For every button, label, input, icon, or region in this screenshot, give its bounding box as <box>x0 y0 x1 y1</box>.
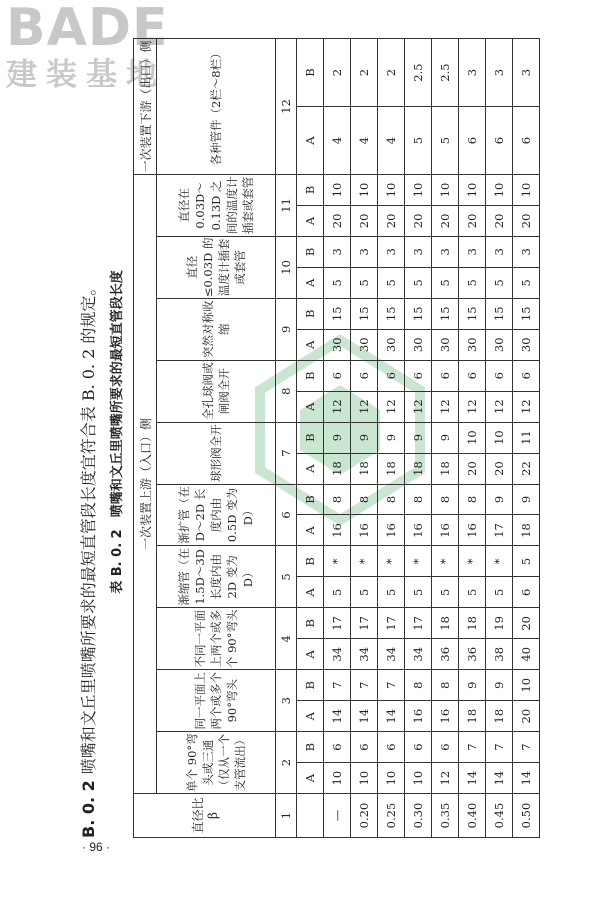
value-cell: 9 <box>405 422 432 453</box>
col-a-label: A <box>297 205 324 236</box>
value-cell: 34 <box>378 639 405 670</box>
col-number: 2 <box>276 732 297 794</box>
beta-cell: 0.45 <box>486 794 513 838</box>
value-cell: 6 <box>378 732 405 763</box>
value-cell: 10 <box>486 174 513 205</box>
value-cell: 18 <box>405 453 432 484</box>
value-cell: 8 <box>378 484 405 515</box>
value-cell: 9 <box>351 422 378 453</box>
value-cell: 5 <box>351 267 378 298</box>
value-cell: 7 <box>513 732 540 763</box>
col-a-label: A <box>297 107 324 175</box>
value-cell: 16 <box>378 515 405 546</box>
value-cell: 17 <box>324 608 351 639</box>
col-number: 11 <box>276 174 297 236</box>
value-cell: 6 <box>351 732 378 763</box>
value-cell: 20 <box>486 205 513 236</box>
value-cell: 5 <box>405 577 432 608</box>
desc-col6: 渐扩管（在 D～2D 长度内由 0.5D 变为 D） <box>157 484 276 546</box>
value-cell: 34 <box>351 639 378 670</box>
value-cell: 10 <box>405 174 432 205</box>
col-number: 7 <box>276 422 297 484</box>
value-cell: 5 <box>405 267 432 298</box>
value-cell: 16 <box>405 701 432 732</box>
value-cell: 16 <box>324 515 351 546</box>
value-cell: 10 <box>486 422 513 453</box>
value-cell: 20 <box>486 453 513 484</box>
value-cell: 3 <box>432 236 459 267</box>
value-cell: 6 <box>432 732 459 763</box>
value-cell: 10 <box>432 174 459 205</box>
value-cell: 4 <box>324 107 351 175</box>
value-cell: 9 <box>378 422 405 453</box>
value-cell: 3 <box>513 39 540 107</box>
value-cell: 5 <box>378 267 405 298</box>
value-cell: 34 <box>324 639 351 670</box>
value-cell: 10 <box>351 763 378 794</box>
desc-col12: 各种管件（2栏～8栏） <box>157 39 276 175</box>
col-header-beta: 直径比 β <box>134 794 276 838</box>
col-number: 4 <box>276 608 297 670</box>
value-cell: 10 <box>405 763 432 794</box>
value-cell: 10 <box>378 174 405 205</box>
value-cell: 12 <box>486 391 513 422</box>
desc-col11: 直径在 0.03D～0.13D 之间的温度计插套或套管 <box>157 174 276 236</box>
section-text: 喷嘴和文丘里喷嘴所要求的最短直管段长度宜符合表 B. 0. 2 的规定。 <box>79 279 98 775</box>
value-cell: 30 <box>324 329 351 360</box>
col-b-label: B <box>297 608 324 639</box>
beta-cell: 0.35 <box>432 794 459 838</box>
value-cell: 10 <box>459 422 486 453</box>
value-cell: 18 <box>432 453 459 484</box>
desc-col10: 直径 ≤0.03D 的温度计插套或套管 <box>157 236 276 298</box>
value-cell: 5 <box>459 267 486 298</box>
value-cell: 14 <box>459 763 486 794</box>
value-cell: 20 <box>324 205 351 236</box>
table-row <box>459 39 486 838</box>
table-row <box>513 39 540 838</box>
value-cell: 12 <box>513 391 540 422</box>
value-cell: 17 <box>486 515 513 546</box>
value-cell: 8 <box>324 484 351 515</box>
value-cell: 17 <box>405 608 432 639</box>
value-cell: 5 <box>432 577 459 608</box>
desc-col9: 突然对称收缩 <box>157 298 276 360</box>
col-b-label: B <box>297 236 324 267</box>
value-cell: 16 <box>432 515 459 546</box>
value-cell: 10 <box>459 174 486 205</box>
value-cell: 10 <box>513 670 540 701</box>
value-cell: 20 <box>513 205 540 236</box>
value-cell: 9 <box>432 422 459 453</box>
value-cell: 7 <box>324 670 351 701</box>
value-cell: 6 <box>351 360 378 391</box>
value-cell: 3 <box>486 236 513 267</box>
value-cell: 18 <box>324 453 351 484</box>
value-cell: 10 <box>513 174 540 205</box>
value-cell: 20 <box>513 608 540 639</box>
value-cell: 16 <box>405 515 432 546</box>
value-cell: 5 <box>459 577 486 608</box>
col-a-label: A <box>297 267 324 298</box>
value-cell: 4 <box>378 107 405 175</box>
col-b-label: B <box>297 670 324 701</box>
value-cell: 5 <box>513 267 540 298</box>
beta-cell: 0.40 <box>459 794 486 838</box>
table-title: 喷嘴和文丘里喷嘴所要求的最短直管段长度 <box>110 270 125 518</box>
value-cell: 12 <box>324 391 351 422</box>
value-cell: 18 <box>378 453 405 484</box>
value-cell: 18 <box>432 608 459 639</box>
value-cell: 34 <box>405 639 432 670</box>
col-number: 6 <box>276 484 297 546</box>
desc-col2: 单个 90°弯头或三通（仅从一个支管流出） <box>157 732 276 794</box>
value-cell: 14 <box>513 763 540 794</box>
rotated-page-content <box>75 38 533 838</box>
value-cell: 16 <box>432 701 459 732</box>
value-cell: 18 <box>351 453 378 484</box>
col-a-label: A <box>297 329 324 360</box>
value-cell: 20 <box>351 205 378 236</box>
value-cell: 19 <box>486 608 513 639</box>
value-cell: 15 <box>324 298 351 329</box>
table-row <box>432 39 459 838</box>
value-cell: 5 <box>432 267 459 298</box>
value-cell: * <box>432 546 459 577</box>
value-cell: 6 <box>405 360 432 391</box>
table-row <box>405 39 432 838</box>
value-cell: 2.5 <box>432 39 459 107</box>
col-number: 9 <box>276 298 297 360</box>
value-cell: 6 <box>324 732 351 763</box>
value-cell: 6 <box>405 732 432 763</box>
col-number: 3 <box>276 670 297 732</box>
section-heading <box>75 38 103 838</box>
desc-col5: 渐缩管（在 1.5D～3D 长度内由 2D 变为 D） <box>157 546 276 608</box>
value-cell: 7 <box>459 732 486 763</box>
value-cell: 30 <box>459 329 486 360</box>
value-cell: 5 <box>405 107 432 175</box>
col-number: 1 <box>276 794 297 838</box>
value-cell: 4 <box>351 107 378 175</box>
value-cell: * <box>378 546 405 577</box>
col-a-label: A <box>297 515 324 546</box>
desc-col7: 球形阀全开 <box>157 422 276 484</box>
table-row <box>351 39 378 838</box>
value-cell: 20 <box>513 701 540 732</box>
desc-col8: 全孔球阀或闸阀全开 <box>157 360 276 422</box>
value-cell: 30 <box>432 329 459 360</box>
value-cell: 30 <box>351 329 378 360</box>
value-cell: 30 <box>378 329 405 360</box>
value-cell: 12 <box>432 763 459 794</box>
value-cell: 15 <box>432 298 459 329</box>
value-cell: 6 <box>459 360 486 391</box>
value-cell: 6 <box>432 360 459 391</box>
value-cell: 12 <box>351 391 378 422</box>
value-cell: 5 <box>486 267 513 298</box>
value-cell: 18 <box>459 701 486 732</box>
value-cell: 6 <box>513 577 540 608</box>
col-number: 8 <box>276 360 297 422</box>
beta-cell: 0.20 <box>351 794 378 838</box>
value-cell: 2 <box>378 39 405 107</box>
value-cell: 15 <box>513 298 540 329</box>
value-cell: 5 <box>432 107 459 175</box>
value-cell: 3 <box>513 236 540 267</box>
col-a-label: A <box>297 639 324 670</box>
col-b-label: B <box>297 360 324 391</box>
value-cell: 9 <box>513 484 540 515</box>
col-number: 10 <box>276 236 297 298</box>
table-caption <box>107 38 129 838</box>
value-cell: 9 <box>324 422 351 453</box>
value-cell: 3 <box>378 236 405 267</box>
value-cell: 5 <box>351 577 378 608</box>
value-cell: 9 <box>486 670 513 701</box>
value-cell: 16 <box>459 515 486 546</box>
value-cell: 15 <box>351 298 378 329</box>
value-cell: 8 <box>405 670 432 701</box>
value-cell: 20 <box>459 205 486 236</box>
value-cell: 20 <box>405 205 432 236</box>
value-cell: 8 <box>405 484 432 515</box>
value-cell: 2 <box>351 39 378 107</box>
value-cell: 8 <box>459 484 486 515</box>
table-number: 表 B. 0. 2 <box>110 529 125 594</box>
value-cell: * <box>459 546 486 577</box>
value-cell: * <box>324 546 351 577</box>
logo-sub-text: 建装基地 <box>6 57 166 93</box>
value-cell: 9 <box>486 484 513 515</box>
value-cell: 5 <box>486 577 513 608</box>
col-a-label: A <box>297 453 324 484</box>
value-cell: 5 <box>324 577 351 608</box>
value-cell: 3 <box>405 236 432 267</box>
beta-cell: 0.25 <box>378 794 405 838</box>
value-cell: 12 <box>378 391 405 422</box>
value-cell: 5 <box>324 267 351 298</box>
logo-main-text: BADE <box>6 0 169 58</box>
col-b-label: B <box>297 39 324 107</box>
value-cell: 17 <box>378 608 405 639</box>
value-cell: 3 <box>459 39 486 107</box>
table-row <box>486 39 513 838</box>
value-cell: 10 <box>324 763 351 794</box>
value-cell: 8 <box>432 670 459 701</box>
value-cell: 14 <box>324 701 351 732</box>
value-cell: 7 <box>378 670 405 701</box>
col-a-label: A <box>297 391 324 422</box>
value-cell: 6 <box>486 360 513 391</box>
value-cell: 3 <box>486 39 513 107</box>
value-cell: 20 <box>459 453 486 484</box>
value-cell: 6 <box>486 107 513 175</box>
value-cell: * <box>405 546 432 577</box>
value-cell: 5 <box>378 577 405 608</box>
col-b-label: B <box>297 298 324 329</box>
value-cell: 18 <box>513 515 540 546</box>
table-row <box>324 39 351 838</box>
value-cell: 36 <box>432 639 459 670</box>
col-b-label: B <box>297 422 324 453</box>
value-cell: 17 <box>351 608 378 639</box>
col-number: 12 <box>276 39 297 175</box>
value-cell: 10 <box>324 174 351 205</box>
desc-col4: 不同一平面上两个或多个 90°弯头 <box>157 608 276 670</box>
col-b-label: B <box>297 732 324 763</box>
beta-cell: 0.30 <box>405 794 432 838</box>
value-cell: 10 <box>351 174 378 205</box>
value-cell: 6 <box>459 107 486 175</box>
value-cell: 2 <box>324 39 351 107</box>
value-cell: 14 <box>351 701 378 732</box>
value-cell: 30 <box>486 329 513 360</box>
value-cell: 2.5 <box>405 39 432 107</box>
value-cell: 30 <box>513 329 540 360</box>
value-cell: 15 <box>378 298 405 329</box>
value-cell: 15 <box>459 298 486 329</box>
col-a-label: A <box>297 763 324 794</box>
col-b-label: B <box>297 484 324 515</box>
value-cell: 20 <box>378 205 405 236</box>
value-cell: 12 <box>405 391 432 422</box>
value-cell: 7 <box>351 670 378 701</box>
value-cell: 3 <box>351 236 378 267</box>
value-cell: 11 <box>513 422 540 453</box>
value-cell: 16 <box>351 515 378 546</box>
value-cell: 5 <box>513 546 540 577</box>
value-cell: 6 <box>513 107 540 175</box>
group-downstream: 一次装置下游（出口）侧 <box>134 39 157 175</box>
value-cell: 18 <box>459 608 486 639</box>
table-body <box>297 39 540 838</box>
beta-cell: 0.50 <box>513 794 540 838</box>
value-cell: 15 <box>486 298 513 329</box>
value-cell: 8 <box>432 484 459 515</box>
value-cell: 3 <box>459 236 486 267</box>
value-cell: 10 <box>378 763 405 794</box>
value-cell: * <box>486 546 513 577</box>
value-cell: 3 <box>324 236 351 267</box>
value-cell: 18 <box>486 701 513 732</box>
beta-cell: — <box>324 794 351 838</box>
col-b-label: B <box>297 174 324 205</box>
value-cell: 6 <box>513 360 540 391</box>
value-cell: 14 <box>486 763 513 794</box>
table-row <box>378 39 405 838</box>
value-cell: * <box>351 546 378 577</box>
value-cell: 22 <box>513 453 540 484</box>
value-cell: 12 <box>459 391 486 422</box>
section-number: B. 0. 2 <box>79 780 98 838</box>
value-cell: 9 <box>459 670 486 701</box>
ab-row-blank <box>297 794 324 838</box>
value-cell: 8 <box>351 484 378 515</box>
straight-pipe-length-table <box>133 38 540 838</box>
col-number: 5 <box>276 546 297 608</box>
value-cell: 36 <box>459 639 486 670</box>
col-a-label: A <box>297 577 324 608</box>
col-a-label: A <box>297 701 324 732</box>
value-cell: 38 <box>486 639 513 670</box>
value-cell: 20 <box>432 205 459 236</box>
value-cell: 12 <box>432 391 459 422</box>
value-cell: 14 <box>378 701 405 732</box>
value-cell: 7 <box>486 732 513 763</box>
value-cell: 30 <box>405 329 432 360</box>
value-cell: 40 <box>513 639 540 670</box>
value-cell: 6 <box>378 360 405 391</box>
page-number: · 96 · <box>82 840 111 854</box>
desc-col3: 同一平面上两个或多个 90°弯头 <box>157 670 276 732</box>
group-upstream: 一次装置上游（入口）侧 <box>134 174 157 793</box>
col-b-label: B <box>297 546 324 577</box>
value-cell: 15 <box>405 298 432 329</box>
value-cell: 6 <box>324 360 351 391</box>
